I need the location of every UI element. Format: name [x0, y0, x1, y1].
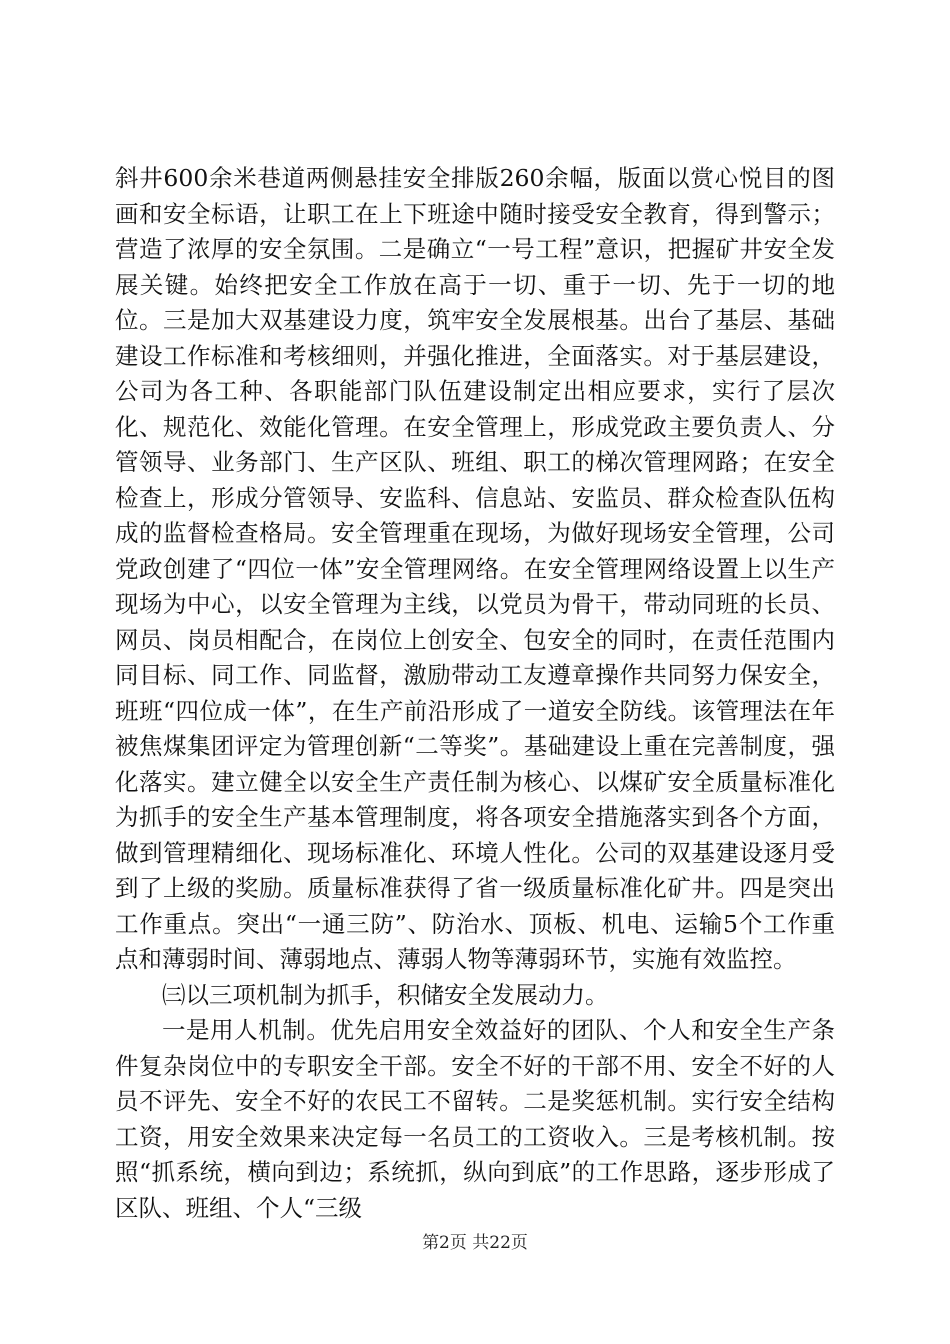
document-body	[115, 161, 835, 1226]
page-number-footer: 第2页 共22页	[422, 1233, 528, 1253]
body-paragraph: 一是用人机制。优先启用安全效益好的团队、个人和安全生产条件复杂岗位中的专职安全干部。安全不好的干部不用、安全不好的人员不评先、安全不好的农民工不留转。二是奖惩机制。实行安全结构工资，用安全效果来决定每一名员工的工资收入。三是考核机制。按照“抓系统，横向到边；系统抓，纵向到底”的工作思路，逐步形成了区队、班组、个人“三级	[115, 1016, 835, 1222]
body-paragraph-continued: 斜井600余米巷道两侧悬挂安全排版260余幅，版面以赏心悦目的图画和安全标语，让职工在上下班途中随时接受安全教育，得到警示；营造了浓厚的安全氛围。二是确立“一号工程”意识，把握矿井安全发展关键。始终把安全工作放在高于一切、重于一切、先于一切的地位。三是加大双基建设力度，筑牢安全发展根基。出台了基层、基础建设工作标准和考核细则，并强化推进，全面落实。对于基层建设，公司为各工种、各职能部门队伍建设制定出相应要求，实行了层次化、规范化、效能化管理。在安全管理上，形成党政主要负责人、分管领导、业务部门、生产区队、班组、职工的梯次管理网路；在安全检查上，形成分管领导、安监科、信息站、安监员、群众检查队伍构成的监督检查格局。安全管理重在现场，为做好现场安全管理，公司党政创建了“四位一体”安全管理网络。在安全管理网络设置上以生产现场为中心，以安全管理为主线，以党员为骨干，带动同班的长员、网员、岗员相配合，在岗位上创安全、包安全的同时，在责任范围内同目标、同工作、同监督，激励带动工友遵章操作共同努力保安全，班班“四位成一体”，在生产前沿形成了一道安全防线。该管理法在年被焦煤集团评定为管理创新“二等奖”。基础建设上重在完善制度，强化落实。建立健全以安全生产责任制为核心、以煤矿安全质量标准化为抓手的安全生产基本管理制度，将各项安全措施落实到各个方面，做到管理精细化、现场标准化、环境人性化。公司的双基建设逐月受到了上级的奖励。质量标准获得了省一级质量标准化矿井。四是突出工作重点。突出“一通三防”、防治水、顶板、机电、运输5个工作重点和薄弱时间、薄弱地点、薄弱人物等薄弱环节，实施有效监控。	[115, 164, 835, 973]
section-heading: ㈢以三项机制为抓手，积储安全发展动力。	[162, 980, 609, 1009]
